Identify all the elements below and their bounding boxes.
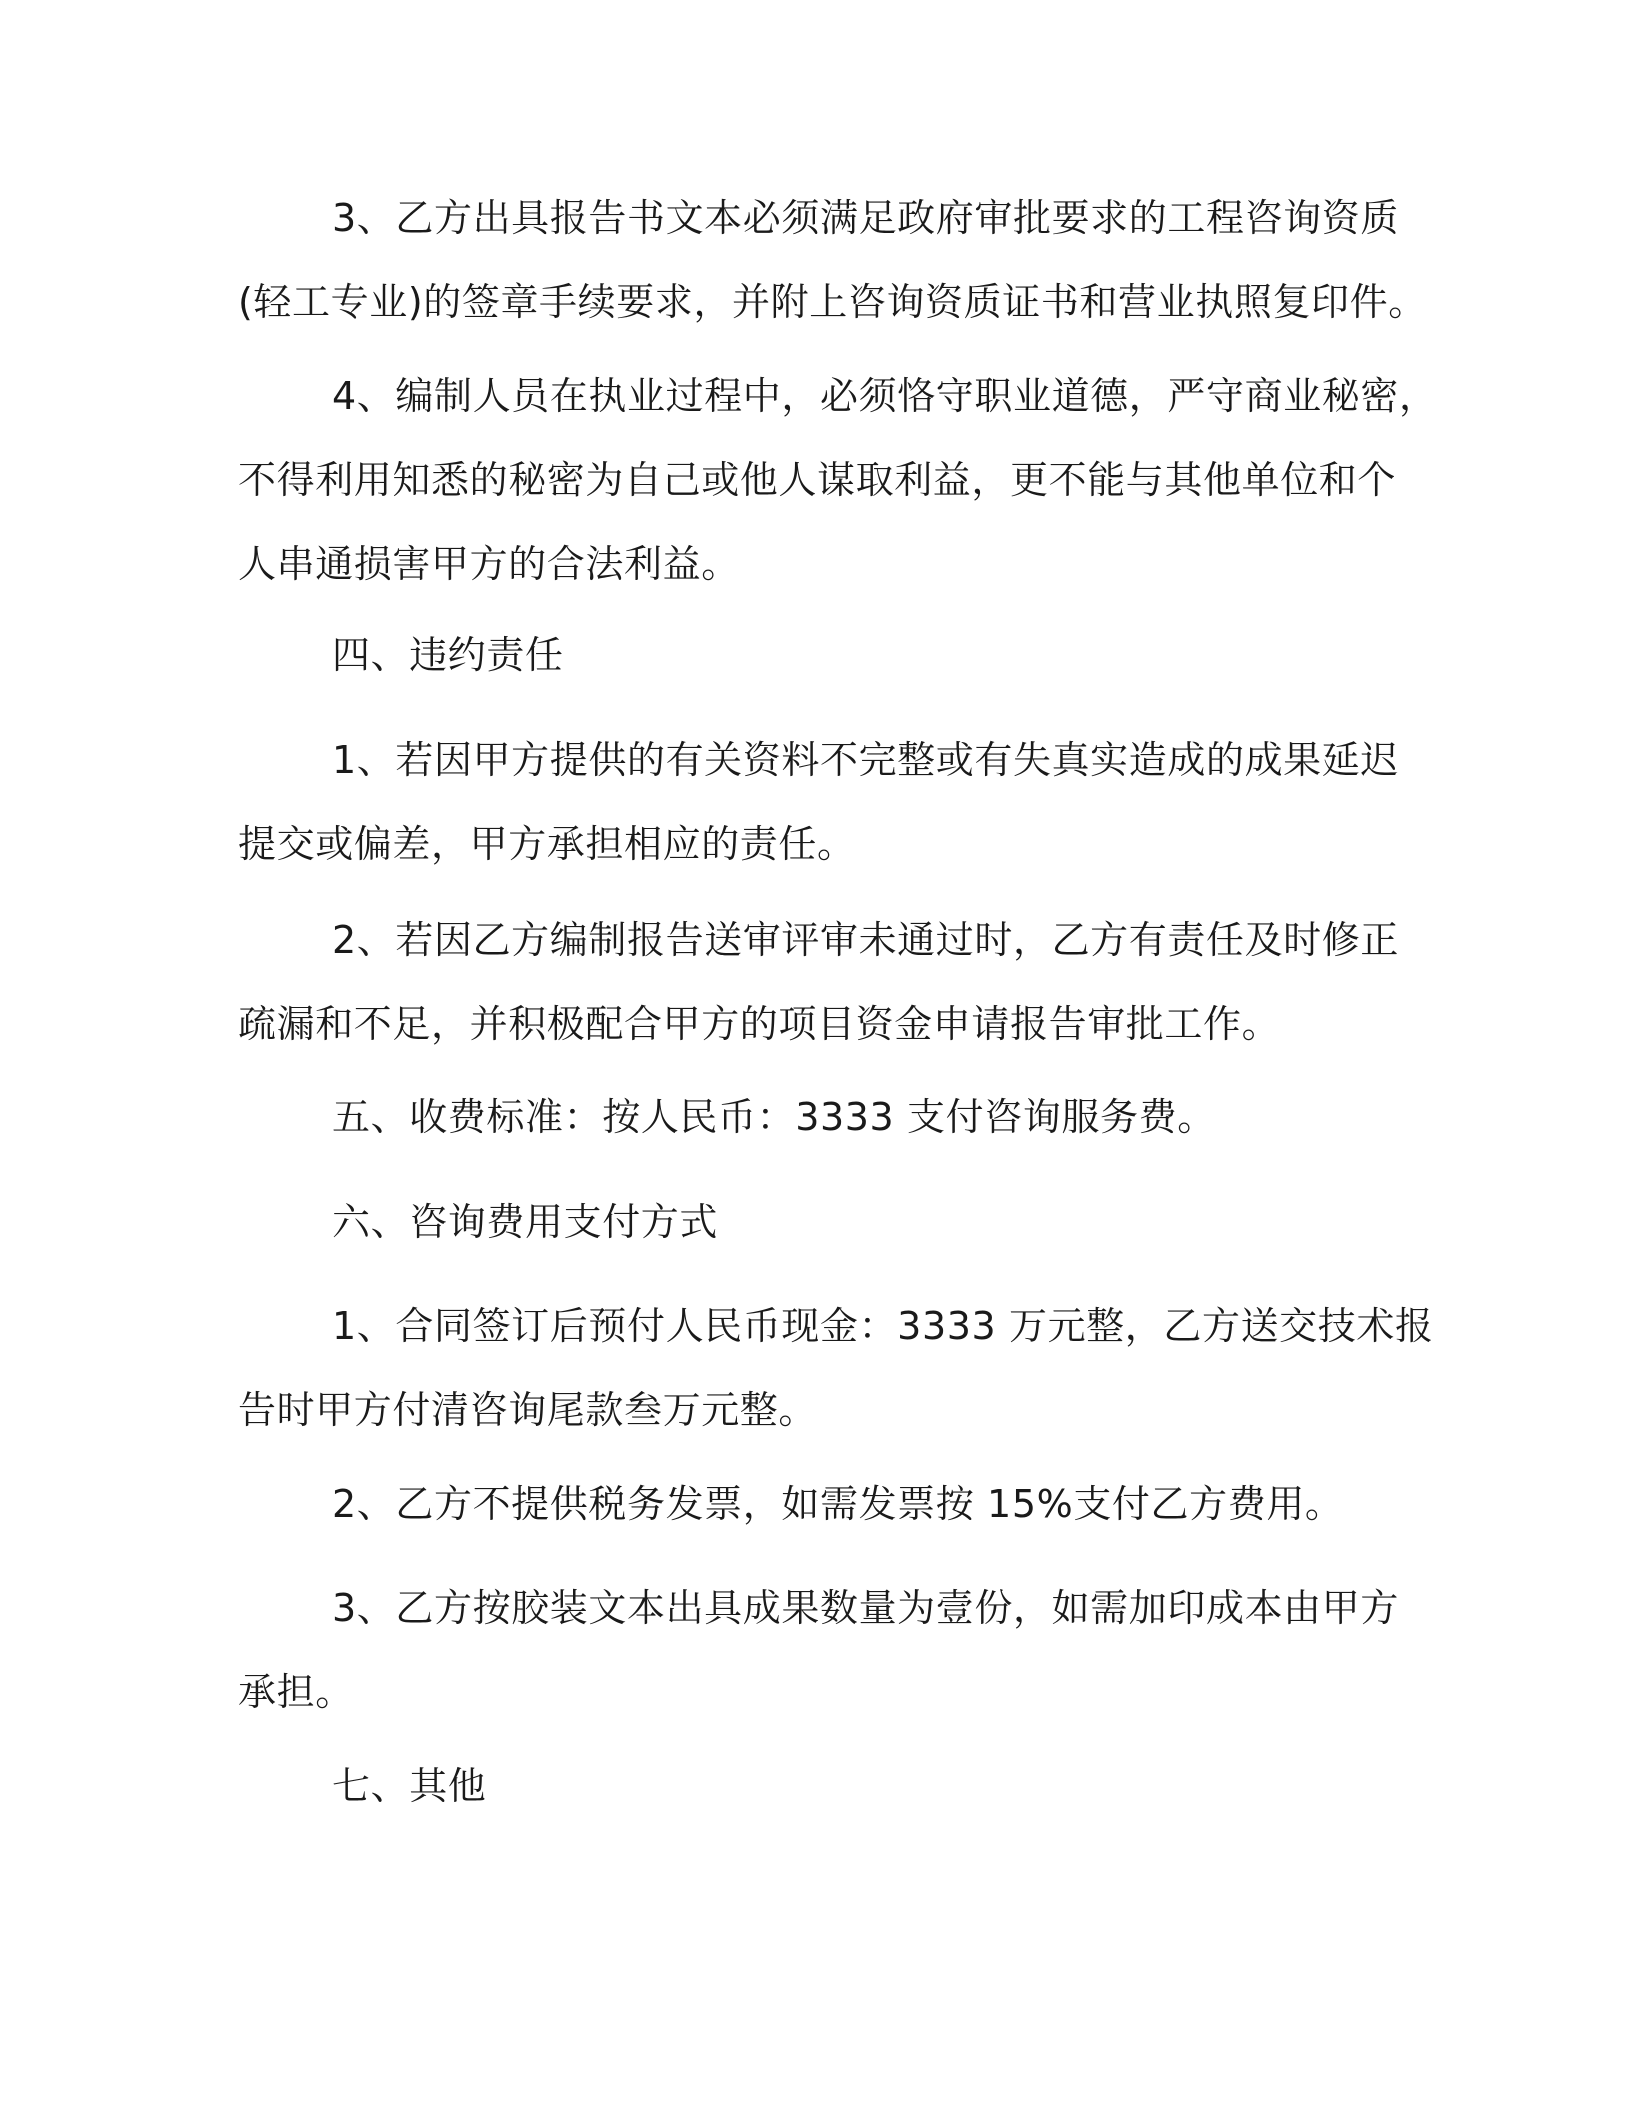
paragraph-clause-3-report-qualification [238, 176, 1427, 344]
paragraph-line: 不得利用知悉的秘密为自己或他人谋取利益，更不能与其他单位和个 [238, 458, 1397, 502]
paragraph-line: 1、合同签订后预付人民币现金：3333 万元整，乙方送交技术报 [332, 1304, 1434, 1348]
paragraph-line: 承担。 [238, 1670, 354, 1714]
section-heading-breach-liability: 四、违约责任 [332, 633, 564, 677]
paragraph-clause-4-professional-ethics [238, 354, 1438, 606]
paragraph-line: 人串通损害甲方的合法利益。 [238, 542, 740, 586]
paragraph-line: 2、乙方不提供税务发票，如需发票按 15%支付乙方费用。 [332, 1482, 1344, 1526]
paragraph-payment-clause-3 [238, 1566, 1399, 1734]
section-heading-fee-standard: 五、收费标准：按人民币：3333 支付咨询服务费。 [332, 1095, 1216, 1139]
paragraph-line: (轻工专业)的签章手续要求，并附上咨询资质证书和营业执照复印件。 [238, 280, 1427, 324]
paragraph-line: 3、乙方出具报告书文本必须满足政府审批要求的工程咨询资质 [332, 196, 1399, 240]
paragraph-line: 提交或偏差，甲方承担相应的责任。 [238, 822, 856, 866]
paragraph-payment-clause-1 [238, 1284, 1434, 1452]
paragraph-breach-clause-1 [238, 718, 1399, 886]
paragraph-line: 2、若因乙方编制报告送审评审未通过时，乙方有责任及时修正 [332, 918, 1399, 962]
paragraph-payment-clause-2 [238, 1462, 1388, 1546]
section-heading-other: 七、其他 [332, 1764, 487, 1808]
paragraph-breach-clause-2 [238, 898, 1399, 1066]
paragraph-line: 疏漏和不足，并积极配合甲方的项目资金申请报告审批工作。 [238, 1002, 1281, 1046]
paragraph-line: 告时甲方付清咨询尾款叁万元整。 [238, 1388, 818, 1432]
paragraph-line: 4、编制人员在执业过程中，必须恪守职业道德，严守商业秘密， [332, 374, 1438, 418]
paragraph-line: 3、乙方按胶装文本出具成果数量为壹份，如需加印成本由甲方 [332, 1586, 1399, 1630]
section-heading-payment-method: 六、咨询费用支付方式 [332, 1200, 719, 1244]
paragraph-line: 1、若因甲方提供的有关资料不完整或有失真实造成的成果延迟 [332, 738, 1399, 782]
